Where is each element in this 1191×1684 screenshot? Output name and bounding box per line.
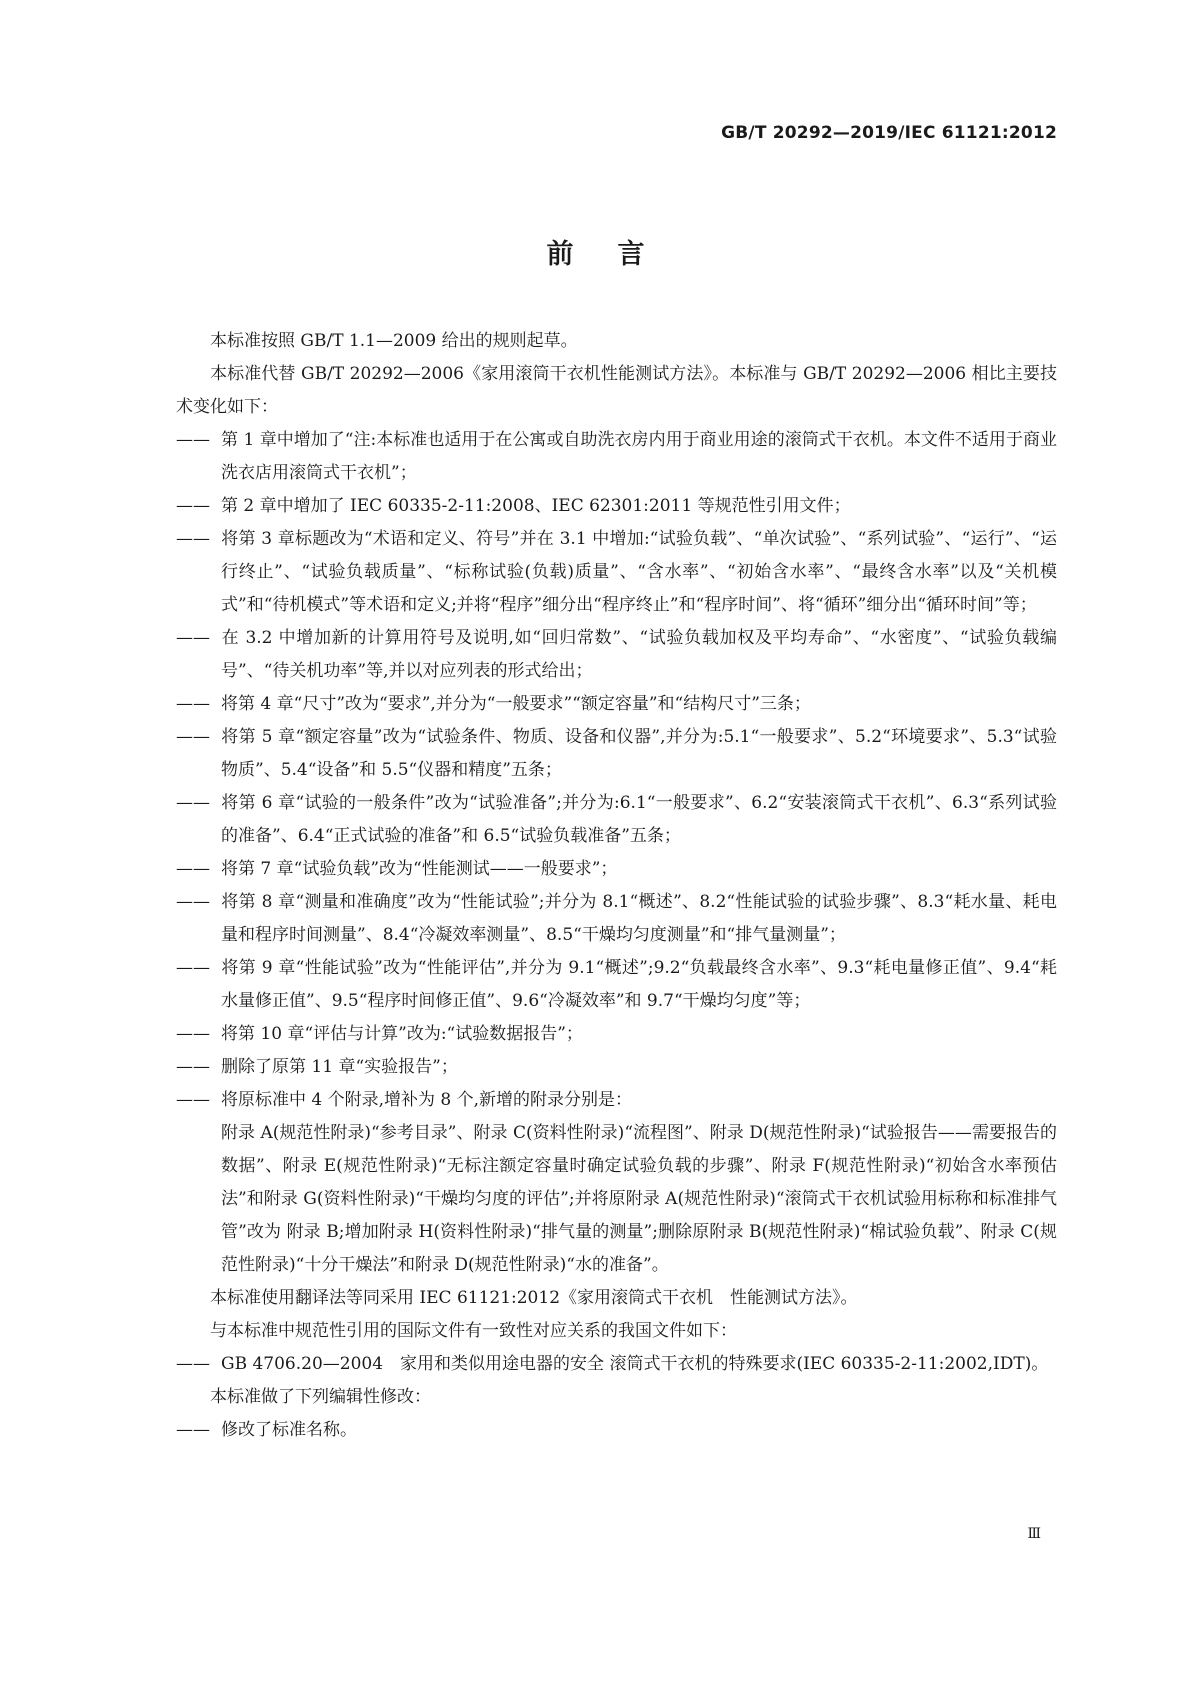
list-item-text: 第 2 章中增加了 IEC 60335-2-11:2008、IEC 62301:2011 等规范性引用文件； [221, 496, 851, 516]
list-item [176, 853, 1057, 886]
dash-marker: —— [176, 496, 210, 516]
paragraph: 本标准使用翻译法等同采用 IEC 61121:2012《家用滚筒式干衣机 性能测试方法》。 [210, 1288, 858, 1308]
list-item [176, 721, 1057, 787]
list-item-text: 将第 3 章标题改为“术语和定义、符号”并在 3.1 中增加:“试验负载”、“单次试验”、“系列试验”、“运行”、“运行终止”、“试验负载质量”、“标称试验(负载)质量”、“含水率”、“初始含水率”、“最终含水率”以及“关机模式”和“待机模式”等术语和定义;并将“程序”细分出“程序终止”和“程序时间”、将“循环”细分出“循环时间”等； [221, 529, 1057, 615]
paragraph: 本标准按照 GB/T 1.1—2009 给出的规则起草。 [210, 331, 578, 351]
standard-code: GB/T 20292—2019/IEC 61121:2012 [721, 123, 1057, 143]
list-item [176, 1414, 1057, 1447]
dash-marker: —— [176, 793, 210, 813]
list-item-text: 将第 8 章“测量和准确度”改为“性能试验”;并分为 8.1“概述”、8.2“性能试验的试验步骤”、8.3“耗水量、耗电量和程序时间测量”、8.4“冷凝效率测量”、8.5“干燥均匀度测量”和“排气量测量”； [221, 892, 1057, 945]
paragraph: 与本标准中规范性引用的国际文件有一致性对应关系的我国文件如下： [210, 1321, 737, 1341]
list-item-text: 修改了标准名称。 [221, 1420, 357, 1440]
dash-marker: —— [176, 859, 210, 879]
list-item [176, 1018, 1057, 1051]
list-item-text: GB 4706.20—2004 家用和类似用途电器的安全 滚筒式干衣机的特殊要求(IEC 60335-2-11:2002,IDT)。 [221, 1354, 1049, 1374]
list-item [176, 1348, 1057, 1381]
list-item-text: 在 3.2 中增加新的计算用符号及说明,如“回归常数”、“试验负载加权及平均寿命”、“水密度”、“试验负载编号”、“待关机功率”等,并以对应列表的形式给出； [221, 628, 1057, 681]
dash-marker: —— [176, 1090, 210, 1110]
list-item [176, 424, 1057, 490]
list-item [176, 886, 1057, 952]
list-item [176, 787, 1057, 853]
document-body [176, 325, 1057, 1447]
dash-marker: —— [176, 1024, 210, 1044]
paragraph: 本标准做了下列编辑性修改： [210, 1387, 431, 1407]
list-item [176, 688, 1057, 721]
dash-marker: —— [176, 892, 210, 912]
dash-marker: —— [176, 430, 210, 450]
list-item [176, 1051, 1057, 1084]
sub-paragraph: 附录 A(规范性附录)“参考目录”、附录 C(资料性附录)“流程图”、附录 D(规范性附录)“试验报告——需要报告的数据”、附录 E(规范性附录)“无标注额定容量时确定试验负载的步骤”、附录 F(规范性附录)“初始含水率预估法”和附录 G(资料性附录)“干燥均匀度的评估”;并将原附录 A(规范性附录)“滚筒式干衣机试验用标称和标准排气管”改为 附录 B;增加附录 H(资料性附录)“排气量的测量”;删除原附录 B(规范性附录)“棉试验负载”、附录 C(规范性附录)“十分干燥法”和附录 D(规范性附录)“水的准备”。 [221, 1123, 1057, 1275]
list-item-text: 将第 7 章“试验负载”改为“性能测试——一般要求”； [221, 859, 618, 879]
dash-marker: —— [176, 1420, 210, 1440]
list-item-text: 删除了原第 11 章“实验报告”； [221, 1057, 458, 1077]
list-item [176, 523, 1057, 622]
list-item-text: 将第 9 章“性能试验”改为“性能评估”,并分为 9.1“概述”;9.2“负载最终含水率”、9.3“耗电量修正值”、9.4“耗水量修正值”、9.5“程序时间修正值”、9.6“冷凝效率”和 9.7“干燥均匀度”等； [221, 958, 1057, 1011]
dash-marker: —— [176, 628, 210, 648]
list-item [176, 490, 1057, 523]
list-item-text: 将第 5 章“额定容量”改为“试验条件、物质、设备和仪器”,并分为:5.1“一般要求”、5.2“环境要求”、5.3“试验物质”、5.4“设备”和 5.5“仪器和精度”五条； [221, 727, 1057, 780]
list-item [176, 622, 1057, 688]
dash-marker: —— [176, 694, 210, 714]
dash-marker: —— [176, 1057, 210, 1077]
dash-marker: —— [176, 1354, 210, 1374]
dash-marker: —— [176, 529, 210, 549]
dash-marker: —— [176, 958, 210, 978]
list-item-text: 将第 10 章“评估与计算”改为:“试验数据报告”； [221, 1024, 583, 1044]
list-item [176, 952, 1057, 1018]
dash-marker: —— [176, 727, 210, 747]
list-item-text: 将第 6 章“试验的一般条件”改为“试验准备”;并分为:6.1“一般要求”、6.2“安装滚筒式干衣机”、6.3“系列试验的准备”、6.4“正式试验的准备”和 6.5“试验负载准备”五条； [221, 793, 1057, 846]
page-title: 前言 [546, 239, 689, 270]
paragraph: 本标准代替 GB/T 20292—2006《家用滚筒干衣机性能测试方法》。本标准与 GB/T 20292—2006 相比主要技术变化如下： [176, 364, 1057, 417]
page-number: Ⅲ [1027, 1526, 1041, 1542]
list-item-text: 第 1 章中增加了“注:本标准也适用于在公寓或自助洗衣房内用于商业用途的滚筒式干衣机。本文件不适用于商业洗衣店用滚筒式干衣机”； [221, 430, 1057, 483]
list-item-text: 将原标准中 4 个附录,增补为 8 个,新增的附录分别是： [221, 1090, 633, 1110]
list-item-text: 将第 4 章“尺寸”改为“要求”,并分为“一般要求”“额定容量”和“结构尺寸”三条； [221, 694, 811, 714]
list-item [176, 1084, 1057, 1117]
